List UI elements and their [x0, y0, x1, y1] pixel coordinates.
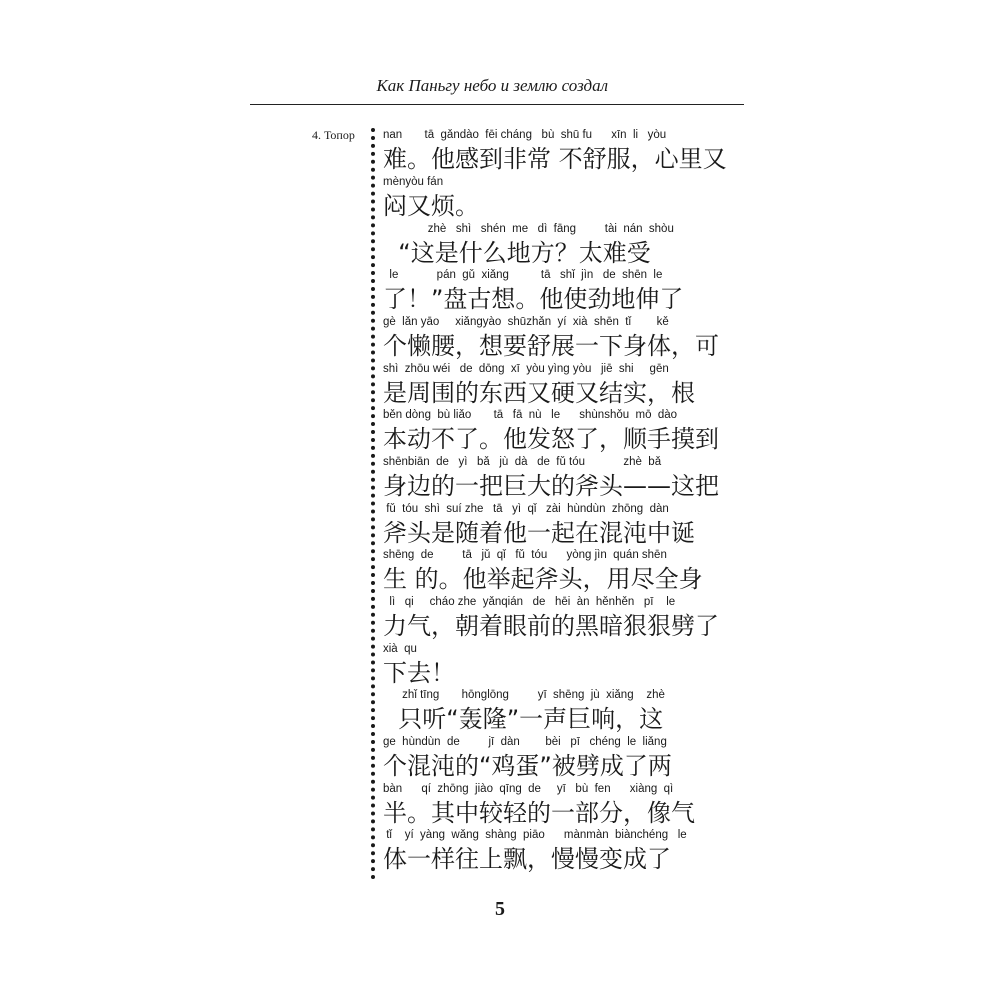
- pinyin-line: gè lǎn yāo xiǎngyào shūzhǎn yí xià shēn tǐ kě: [383, 316, 669, 328]
- text-line: [383, 595, 753, 647]
- hanzi-line: 下去！: [383, 659, 455, 687]
- hanzi-line: 体一样往上飘，慢慢变成了: [383, 845, 671, 873]
- hanzi-line: 本动不了。他发怒了，顺手摸到: [383, 425, 719, 453]
- hanzi-line: “这是什么地方？太难受: [383, 239, 651, 267]
- hanzi-line: 难。他感到非常 不舒服，心里又: [383, 145, 727, 173]
- text-line: [383, 828, 753, 880]
- pinyin-line: zhè shì shén me dì fāng tài nán shòu: [383, 223, 674, 235]
- text-line: [383, 175, 753, 227]
- footnote-label: 4. Топор: [312, 128, 355, 142]
- pinyin-line: le pán gǔ xiǎng tā shǐ jìn de shēn le: [383, 269, 663, 281]
- pinyin-line: fǔ tóu shì suí zhe tā yì qǐ zài hùndùn zhōng dàn: [383, 503, 669, 515]
- hanzi-line: 力气，朝着眼前的黑暗狠狠劈了: [383, 612, 719, 640]
- hanzi-line: 是周围的东西又硬又结实，根: [383, 379, 695, 407]
- text-line: [383, 362, 753, 414]
- text-line: [383, 408, 753, 460]
- pinyin-line: xià qu: [383, 643, 417, 655]
- pinyin-line: bàn qí zhōng jiào qīng de yī bù fen xiàng qì: [383, 783, 674, 795]
- dotted-margin-rule: [371, 128, 375, 880]
- text-line: [383, 548, 753, 600]
- hanzi-line: 个混沌的“鸡蛋”被劈成了两: [383, 752, 672, 780]
- hanzi-line: 半。其中较轻的一部分，像气: [383, 799, 695, 827]
- pinyin-line: ge hùndùn de jī dàn bèi pī chéng le liǎng: [383, 736, 667, 748]
- text-line: [383, 455, 753, 507]
- pinyin-line: tǐ yí yàng wǎng shàng piāo mànmàn biànchéng le: [383, 829, 687, 841]
- pinyin-line: zhǐ tīng hōnglōng yī shēng jù xiǎng zhè: [383, 689, 665, 701]
- hanzi-line: 只听“轰隆”一声巨响，这: [383, 705, 664, 733]
- pinyin-line: lì qi cháo zhe yǎnqián de hēi àn hěnhěn pī le: [383, 596, 676, 608]
- hanzi-line: 个懒腰，想要舒展一下身体，可: [383, 332, 719, 360]
- hanzi-line: 身边的一把巨大的斧头——这把: [383, 472, 719, 500]
- text-line: [383, 268, 753, 320]
- text-line: [383, 688, 753, 740]
- text-line: [383, 782, 753, 834]
- hanzi-line: 闷又烦。: [383, 192, 479, 220]
- pinyin-line: shēng de tā jǔ qǐ fǔ tóu yòng jìn quán shēn: [383, 549, 667, 561]
- running-header-title: Как Паньгу небо и землю создал: [376, 76, 608, 95]
- page-number: 5: [495, 898, 505, 920]
- text-line: [383, 315, 753, 367]
- hanzi-line: 了！”盘古想。他使劲地伸了: [383, 285, 684, 313]
- pinyin-line: shì zhōu wéi de dōng xī yòu yìng yòu jiē shi gēn: [383, 363, 669, 375]
- text-line: [383, 502, 753, 554]
- text-body: [383, 0, 753, 1000]
- pinyin-line: mènyòu fán: [383, 176, 444, 188]
- hanzi-line: 生 的。他举起斧头，用尽全身: [383, 565, 703, 593]
- hanzi-line: 斧头是随着他一起在混沌中诞: [383, 519, 695, 547]
- text-line: [383, 222, 753, 274]
- text-line: [383, 735, 753, 787]
- pinyin-line: běn dòng bù liǎo tā fā nù le shùnshǒu mō dào: [383, 409, 678, 421]
- text-line: [383, 642, 753, 694]
- text-line: [383, 128, 753, 180]
- pinyin-line: shēnbiān de yì bǎ jù dà de fǔ tóu zhè bǎ: [383, 456, 662, 468]
- pinyin-line: nan tā gǎndào fēi cháng bù shū fu xīn li yòu: [383, 129, 667, 141]
